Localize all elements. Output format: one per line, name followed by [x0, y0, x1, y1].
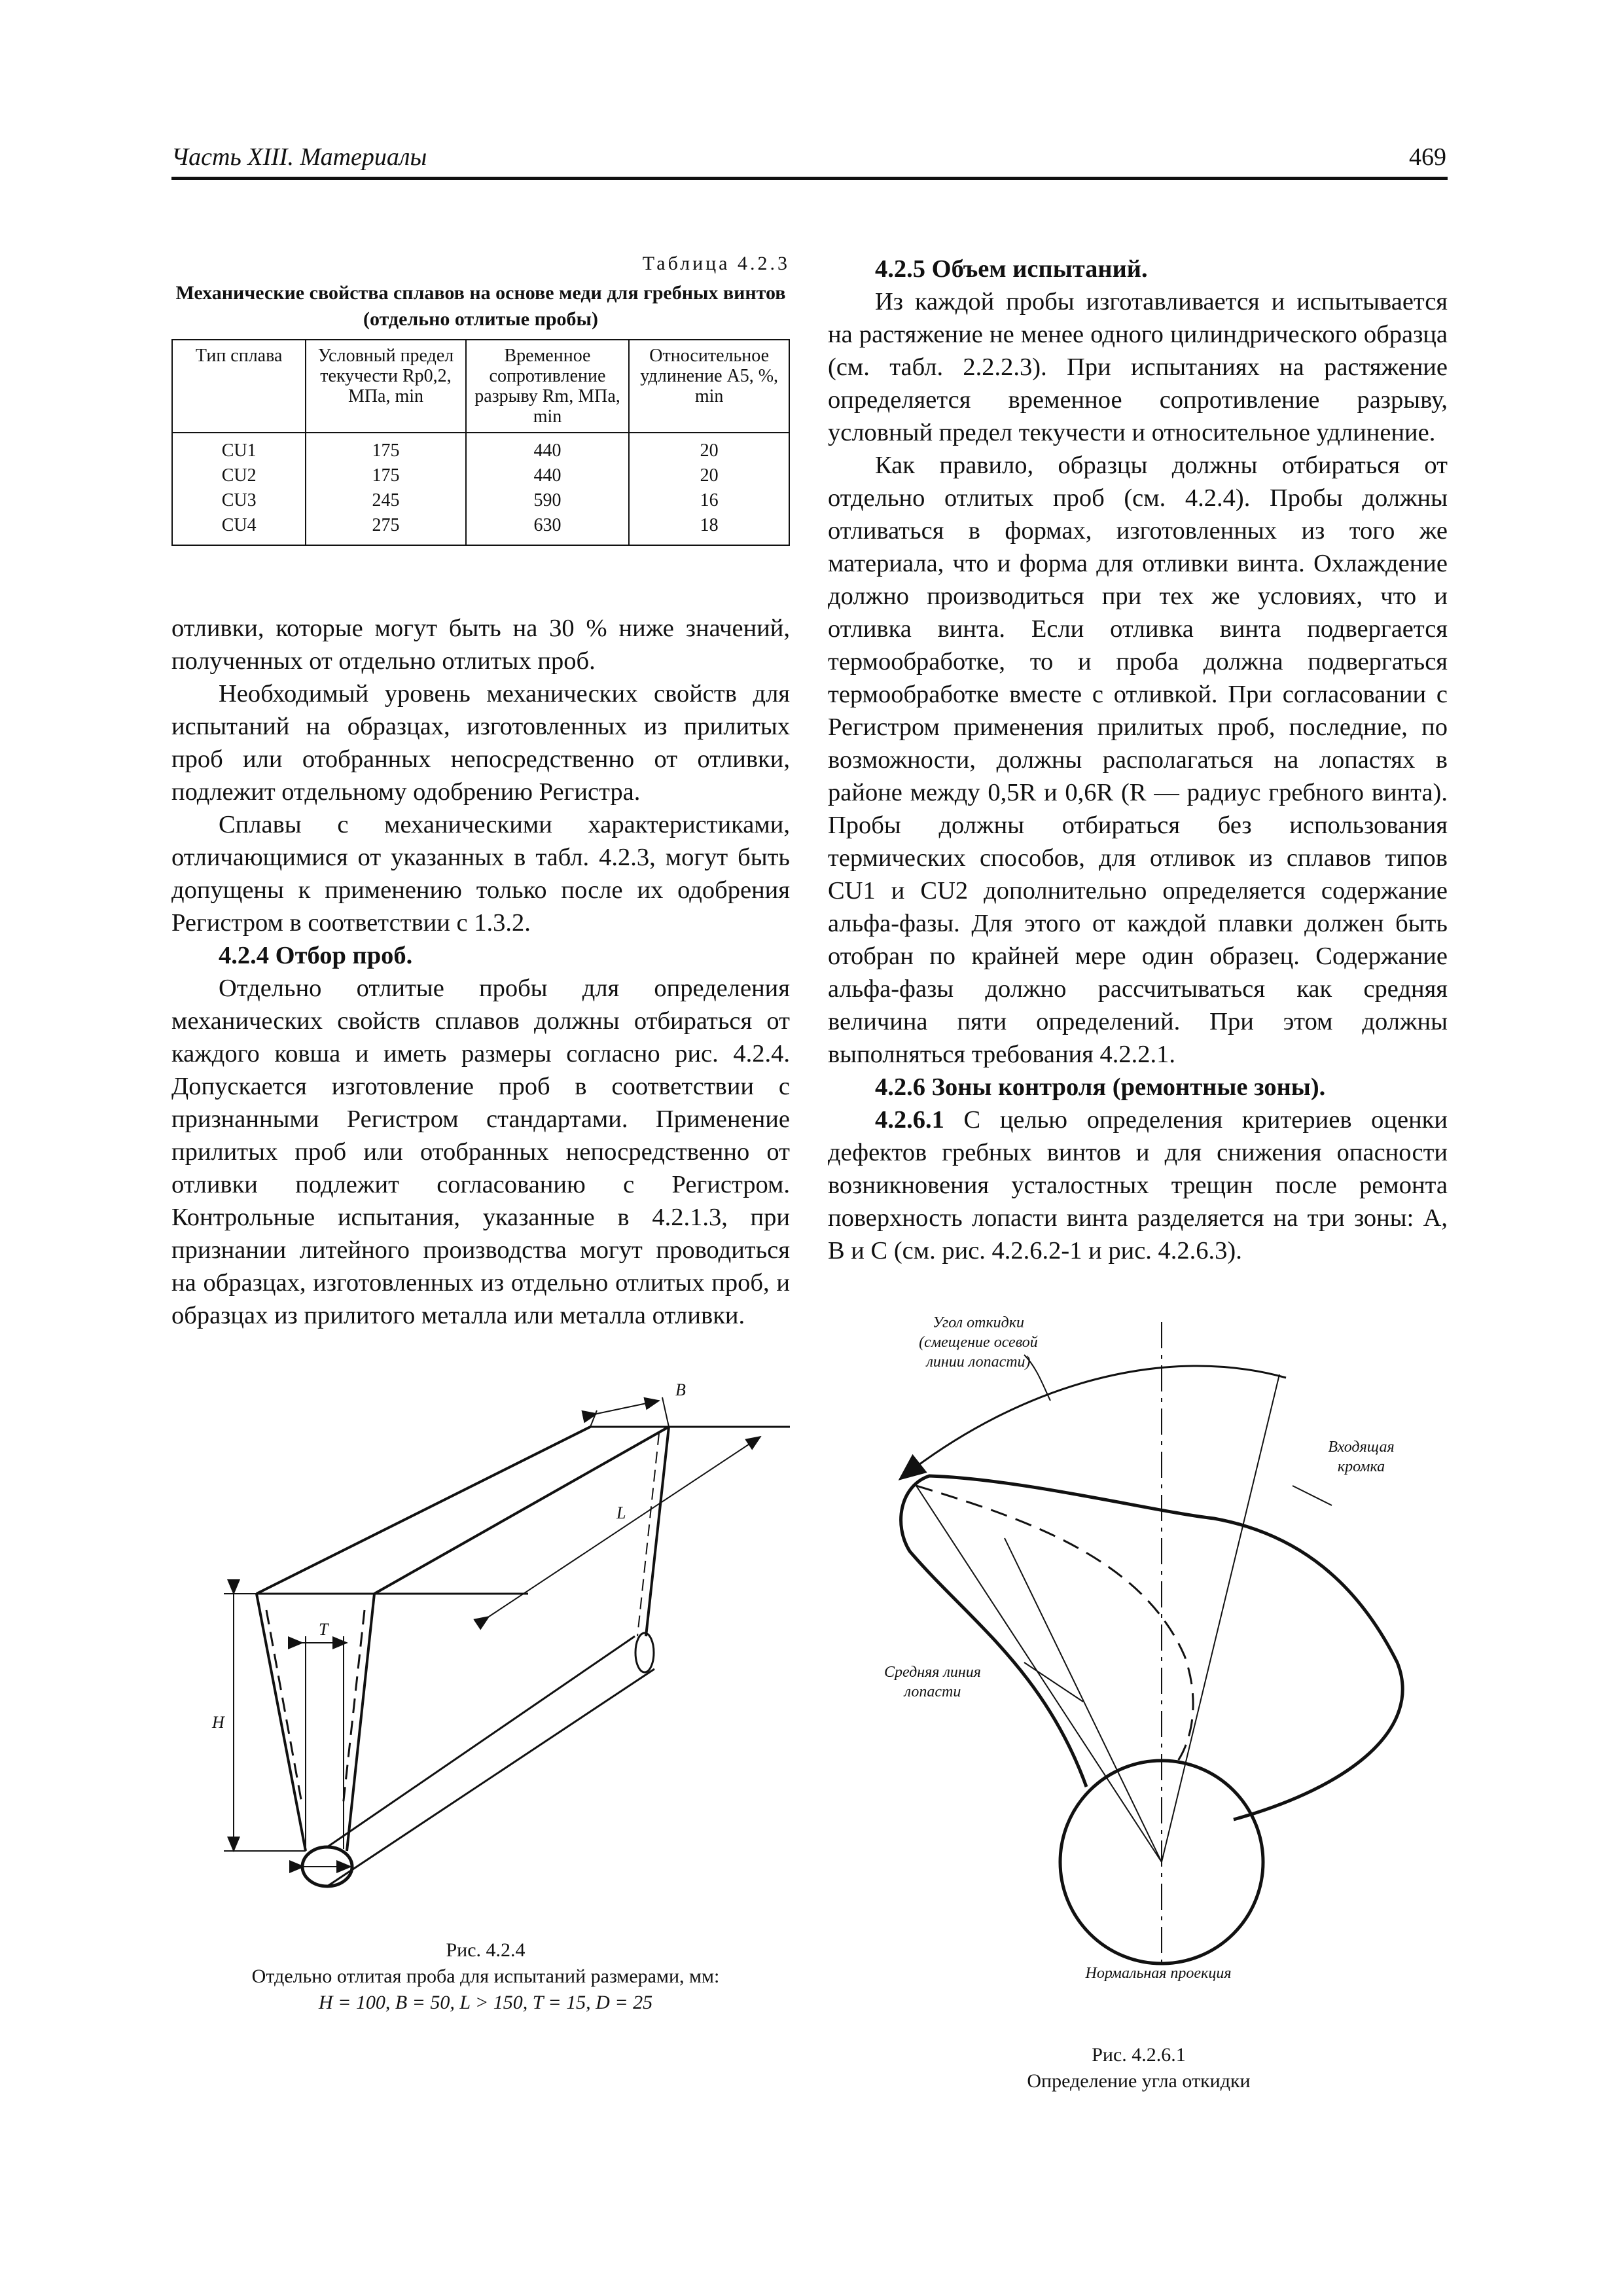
table-cell: 20: [629, 433, 789, 463]
figure-skew-angle: [828, 1309, 1450, 2003]
paragraph: Сплавы с механическими характеристиками, отличающимися от указанных в табл. 4.2.3, могут быть допущены к применению только после их одобрения Регистром в соответствии с 1.3.2.: [171, 811, 790, 937]
running-header-title: Часть XIII. Материалы: [171, 143, 427, 171]
skew-angle-arc: [900, 1366, 1286, 1479]
label-leading-edge-1: Входящая: [1328, 1439, 1395, 1456]
clause-text: С целью определения критериев оценки дефектов гребных винтов и для снижения опасности возникновения усталостных трещин после ремонта поверхность лопасти винта разделяется на три зоны: A, B и C (см. рис. 4.2.6.2-1 и рис. 4.2.6.3).: [828, 1106, 1448, 1265]
paragraph: Необходимый уровень механических свойств для испытаний на образцах, изготовленных из прилитых проб или отобранных непосредственно от отливки, подлежит отдельному одобрению Регистра.: [171, 680, 790, 806]
dim-b-ext-left: [590, 1410, 597, 1427]
table-cell: 440: [466, 433, 630, 463]
paragraph: отливки, которые могут быть на 30 % ниже значений, полученных от отдельно отлитых проб.: [171, 615, 790, 675]
table-cell: CU4: [172, 513, 306, 545]
table-row: [172, 463, 789, 488]
paragraph: Отдельно отлитые пробы для определения механических свойств сплавов должны отбираться от каждого ковша и иметь размеры согласно рис. 4.2.4. Допускается изготовление проб в соответствии с признанными Регистром стандартами. Применение прилитых проб или отобранных непосредственно от отливки подлежит согласованию с Регистром. Контрольные испытания, указанные в 4.2.1.3, при признании литейного производства могут проводиться на образцах, изготовленных из отдельно отлитых проб, и образцах из прилитого металла или металла отливки.: [171, 975, 790, 1329]
section-heading-4-2-5: 4.2.5 Объем испытаний.: [875, 255, 1148, 283]
label-mid-line-2: лопасти: [904, 1683, 961, 1700]
figure-dimensions: H = 100, B = 50, L > 150, T = 15, D = 25: [318, 1992, 653, 2013]
right-column-text: [828, 253, 1448, 1267]
figure-title: Определение угла откидки: [1027, 2070, 1251, 2092]
label-leading-edge-2: кромка: [1337, 1458, 1385, 1475]
radial-line-mid: [1005, 1538, 1162, 1862]
wedge-left-edge: [257, 1594, 306, 1851]
clause-number: 4.2.6.1: [875, 1106, 944, 1134]
label-skew-angle-3: линии лопасти): [926, 1354, 1031, 1371]
figure-test-bar: [171, 1361, 800, 1950]
back-wedge-right: [646, 1427, 669, 1636]
figure-number: Рис. 4.2.4: [446, 1939, 526, 1961]
left-column-text: [171, 612, 790, 1332]
label-skew-angle-2: (смещение осевой: [919, 1334, 1038, 1351]
paragraph: Как правило, образцы должны отбираться от отдельно отлитых проб (см. 4.2.4). Пробы должны отливаться в формах, изготовленных из того же материала, что и форма для отливки винта. Охлаждение должно производиться при тех же условиях, что и отливка винта. Если отливка винта подвергается термообработке, то и проба должна подвергаться термообработке вместе с отливкой. При согласовании с Регистром применения прилитых проб, последние, по возможности, должны располагаться на лопастях в районе между 0,5R и 0,6R (R — радиус гребного винта). Пробы должны отбираться без использования термических способов, для отливок из сплавов типов CU1 и CU2 дополнительно определяется содержание альфа-фазы. Для этого от каждой плавки должен быть отобран по крайней мере один образец. Содержание альфа-фазы должно рассчитываться как средняя величина пяти определений. При этом должны выполняться требования 4.2.2.1.: [828, 452, 1448, 1068]
dim-b-arrow: [597, 1401, 659, 1414]
leader-edge: [1293, 1486, 1332, 1505]
wedge-inner-dashed-left: [266, 1610, 302, 1806]
page-number: 469: [1409, 143, 1446, 171]
table-cell: CU3: [172, 488, 306, 513]
figure-number: Рис. 4.2.6.1: [1092, 2044, 1186, 2066]
figure-title: Отдельно отлитая проба для испытаний размерами, мм:: [251, 1965, 720, 1987]
table-cell: 590: [466, 488, 630, 513]
table-cell: 20: [629, 463, 789, 488]
table-cell: 440: [466, 463, 630, 488]
cylinder-far-end: [635, 1633, 654, 1672]
dim-b-ext-right: [662, 1397, 669, 1427]
dim-l-arrow: [489, 1437, 760, 1617]
table-header-row: [172, 340, 789, 433]
table-cell: 175: [306, 463, 465, 488]
table-cell: 245: [306, 488, 465, 513]
figure-4-2-6-1-caption: [828, 2042, 1450, 2094]
header-rule: [171, 177, 1448, 180]
table-cell: 175: [306, 433, 465, 463]
col-header-elongation: Относительное удлинение A5, %, min: [629, 340, 789, 433]
col-header-yield: Условный предел текучести Rp0,2, МПа, min: [306, 340, 465, 433]
label-mid-line-1: Средняя линия: [884, 1664, 981, 1681]
paragraph: Из каждой пробы изготавливается и испытывается на растяжение не менее одного цилиндрического образца (см. табл. 2.2.2.3). При испытаниях на растяжение определяется временное сопротивление разрыву, условный предел текучести и относительное удлинение.: [828, 288, 1448, 446]
table-cell: 16: [629, 488, 789, 513]
bar-top-edge-left: [257, 1427, 590, 1594]
mechanical-properties-table: [171, 339, 790, 546]
radial-line-edge: [1162, 1374, 1279, 1862]
table-cell: CU2: [172, 463, 306, 488]
col-header-alloy: Тип сплава: [172, 340, 306, 433]
table-cell: CU1: [172, 433, 306, 463]
table-row: [172, 488, 789, 513]
figure-4-2-4-caption: [171, 1937, 800, 2016]
table-cell: 630: [466, 513, 630, 545]
blade-outline: [901, 1476, 1403, 1820]
table-cell: 18: [629, 513, 789, 545]
label-t: T: [319, 1620, 329, 1639]
section-heading-4-2-4: 4.2.4 Отбор проб.: [219, 942, 413, 969]
label-h: H: [212, 1713, 224, 1732]
table-title: Механические свойства сплавов на основе меди для гребных винтов (отдельно отлитые пробы): [175, 282, 786, 330]
label-normal-projection: Нормальная проекция: [1085, 1965, 1232, 1982]
wedge-right-edge: [347, 1594, 374, 1851]
cylinder-lower-line: [327, 1669, 654, 1886]
paragraph: [828, 1103, 1448, 1267]
cylinder-upper-line: [327, 1636, 635, 1847]
label-l: L: [616, 1503, 626, 1522]
table-row: [172, 513, 789, 545]
table-cell: 275: [306, 513, 465, 545]
label-skew-angle-1: Угол откидки: [932, 1314, 1025, 1331]
table-number: Таблица 4.2.3: [642, 253, 790, 274]
section-heading-4-2-6: 4.2.6 Зоны контроля (ремонтные зоны).: [875, 1073, 1326, 1101]
col-header-tensile: Временное сопротивление разрыву Rm, МПа, min: [466, 340, 630, 433]
table-row: [172, 433, 789, 463]
label-b: B: [675, 1380, 686, 1399]
